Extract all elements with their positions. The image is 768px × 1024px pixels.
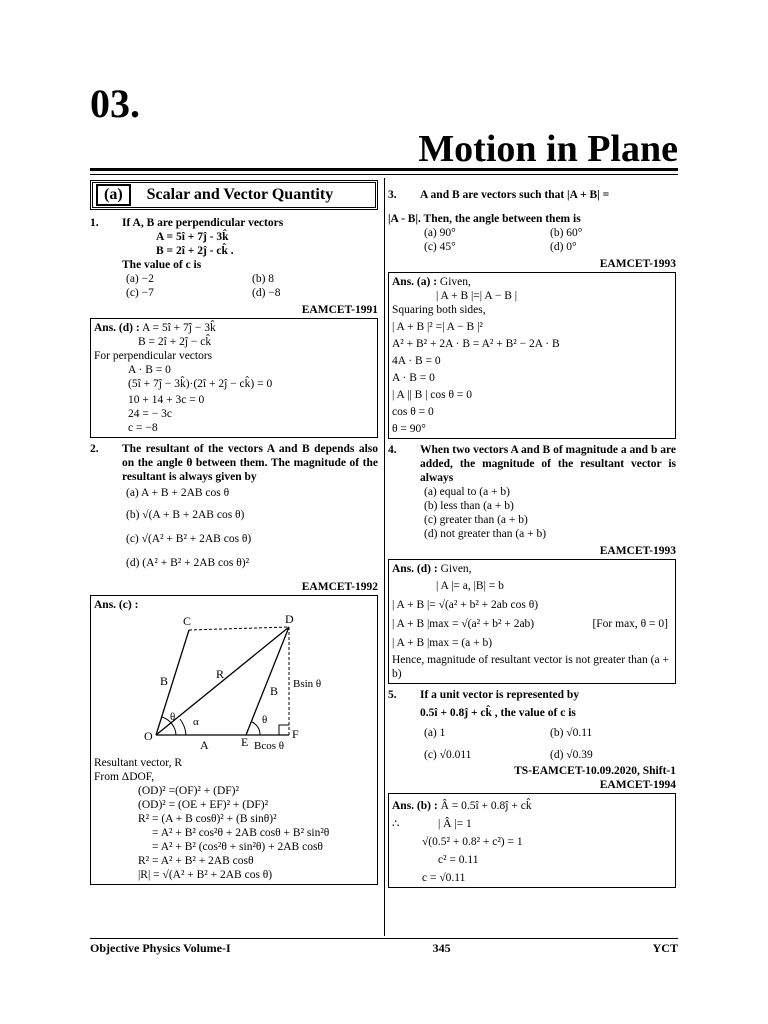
answer-line: | A + B |² =| A − B |²	[392, 321, 483, 333]
answer-box-5	[388, 793, 676, 888]
option-b: (b) √0.11	[550, 727, 593, 739]
exam-source: TS-EAMCET-10.09.2020, Shift-1	[514, 765, 676, 777]
answer-line: = A² + B² (cos²θ + sin²θ) + 2AB cosθ	[152, 841, 323, 853]
exam-source: EAMCET-1994	[599, 779, 676, 791]
option-d: (d) (A² + B² + 2AB cos θ)²	[126, 557, 250, 569]
answer-line: θ = 90°	[392, 423, 426, 435]
answer-line: 10 + 14 + 3c = 0	[128, 394, 205, 406]
option-b: (b) less than (a + b)	[424, 500, 514, 512]
answer-line: From ΔDOF,	[94, 771, 155, 783]
answer-label: Ans. (d) :	[392, 563, 438, 575]
answer-box-2	[90, 595, 378, 885]
question-text: When two vectors A and B of magnitude a and b are added, the magnitude of the resultant vector is always	[420, 444, 676, 484]
answer-line: 4A · B = 0	[392, 355, 441, 367]
label-bcos: Bcos θ	[254, 740, 285, 752]
answer-label: Ans. (b) :	[392, 800, 438, 812]
answer-line: | A |= a, |B| = b	[436, 580, 504, 592]
exam-source: EAMCET-1993	[599, 258, 676, 270]
answer-line: A · B = 0	[128, 364, 171, 376]
option-c: (c) √(A² + B² + 2AB cos θ)	[126, 533, 252, 545]
section-title: Scalar and Vector Quantity	[146, 186, 334, 203]
label-vector-b-right: B	[270, 684, 279, 698]
answer-line: 24 = − 3c	[128, 408, 172, 420]
column-divider	[384, 178, 385, 936]
option-b: (b) 60°	[550, 227, 583, 239]
point-c: C	[183, 614, 192, 628]
section-header	[90, 180, 378, 210]
option-a: (a) 90°	[424, 227, 456, 239]
exam-source: EAMCET-1991	[301, 304, 378, 316]
left-column	[90, 180, 378, 885]
answer-line: | Â |= 1	[438, 818, 472, 830]
label-alpha: α	[193, 716, 199, 728]
option-c: (c) 45°	[424, 241, 456, 253]
question-line: B = 2î + 2ĵ - ck̂ .	[156, 245, 234, 257]
footer-publisher: YCT	[652, 941, 678, 955]
answer-line: = A² + B² cos²θ + 2AB cosθ + B² sin²θ	[152, 827, 330, 839]
option-a: (a) −2	[126, 273, 154, 285]
answer-line: B = 2î + 2ĵ − ck̂	[138, 336, 212, 348]
answer-line: c = −8	[128, 422, 158, 434]
option-d: (d) not greater than (a + b)	[424, 528, 547, 540]
answer-line: A · B = 0	[392, 372, 435, 384]
answer-line: Resultant vector, R	[94, 757, 183, 769]
label-vector-r: R	[216, 667, 225, 681]
question-number: 4.	[388, 444, 397, 456]
option-c: (c) √0.011	[424, 749, 472, 761]
answer-line: For perpendicular vectors	[94, 350, 213, 362]
question-2	[90, 442, 378, 484]
point-d: D	[285, 612, 294, 626]
question-text: If A, B are perpendicular vectors	[122, 217, 284, 229]
answer-line: R² = A² + B² + 2AB cosθ	[138, 855, 254, 867]
option-d: (d) √0.39	[550, 749, 593, 761]
question-line: A = 5î + 7ĵ - 3k̂	[156, 231, 229, 243]
vector-addition-diagram	[94, 612, 364, 752]
answer-line: | A + B |=| A − B |	[436, 290, 518, 302]
answer-box-3	[388, 272, 676, 439]
answer-label: Ans. (c) :	[94, 599, 139, 611]
question-5	[388, 688, 676, 720]
question-line: The value of c is	[122, 259, 202, 271]
question-4	[388, 443, 676, 485]
answer-line: c² = 0.11	[438, 854, 479, 866]
answer-line: Hence, magnitude of resultant vector is not greater than (a + b)	[392, 654, 669, 680]
answer-line: Squaring both sides,	[392, 304, 486, 316]
option-d: (d) −8	[252, 287, 281, 299]
answer-label: Ans. (d) :	[94, 322, 140, 334]
answer-box-4	[388, 559, 676, 684]
option-c: (c) −7	[126, 287, 154, 299]
therefore-symbol: ∴	[392, 818, 400, 830]
answer-line: √(0.5² + 0.8² + c²) = 1	[422, 836, 523, 848]
footer-page-number: 345	[432, 941, 451, 955]
point-f: F	[292, 727, 299, 741]
question-text: 0.5î + 0.8ĵ + ck̂ , the value of c is	[420, 707, 576, 719]
answer-line: Given,	[440, 563, 472, 575]
point-e: E	[241, 735, 249, 749]
question-text: If a unit vector is represented by	[420, 689, 580, 701]
right-column	[388, 180, 676, 888]
answer-line: Given,	[439, 276, 471, 288]
answer-line: (OD)² = (OE + EF)² + (DF)²	[138, 799, 269, 811]
label-theta-o: θ	[170, 711, 176, 723]
exam-source: EAMCET-1993	[599, 545, 676, 557]
question-text: |A - B|. Then, the angle between them is	[388, 213, 581, 225]
option-d: (d) 0°	[550, 241, 577, 253]
answer-line: A = 5î + 7ĵ − 3k̂	[141, 322, 216, 334]
option-b: (b) 8	[252, 273, 275, 285]
option-a: (a) 1	[424, 727, 446, 739]
answer-line: | A + B |= √(a² + b² + 2ab cos θ)	[392, 599, 539, 611]
question-text: The resultant of the vectors A and B depends also on the angle θ between them. The magnitude of the resultant is always given by	[122, 443, 378, 483]
chapter-title: Motion in Plane	[418, 128, 678, 170]
answer-line: cos θ = 0	[392, 406, 434, 418]
answer-box-1	[90, 318, 378, 438]
answer-line: c = √0.11	[422, 872, 466, 884]
answer-line: | A + B |max = √(a² + b² + 2ab)	[392, 618, 535, 630]
answer-line: | A + B |max = (a + b)	[392, 637, 493, 649]
answer-line: R² = (A + B cosθ)² + (B sinθ)²	[138, 813, 277, 825]
page-footer	[90, 938, 678, 956]
label-theta-e: θ	[262, 714, 268, 726]
title-rule-thick	[90, 168, 678, 171]
answer-line: Â = 0.5î + 0.8ĵ + ck̂	[440, 800, 532, 812]
label-vector-b-left: B	[160, 674, 169, 688]
answer-line: (OD)² =(OF)² + (DF)²	[138, 785, 239, 797]
answer-note: [For max, θ = 0]	[592, 618, 668, 630]
option-b: (b) √(A + B + 2AB cos θ)	[126, 509, 245, 521]
answer-line: |R| = √(A² + B² + 2AB cos θ)	[138, 869, 273, 881]
question-number: 5.	[388, 689, 397, 701]
answer-line: A² + B² + 2A · B = A² + B² − 2A · B	[392, 338, 560, 350]
question-number: 1.	[90, 217, 99, 229]
option-c: (c) greater than (a + b)	[424, 514, 528, 526]
point-o: O	[144, 729, 153, 743]
question-number: 2.	[90, 443, 99, 455]
answer-line: | A || B | cos θ = 0	[392, 389, 472, 401]
exam-source: EAMCET-1992	[301, 581, 378, 593]
option-a: (a) A + B + 2AB cos θ	[126, 487, 230, 499]
question-3	[388, 188, 676, 226]
title-rule-thin	[90, 174, 678, 175]
option-a: (a) equal to (a + b)	[424, 486, 510, 498]
question-text: A and B are vectors such that |A + B| =	[420, 189, 610, 201]
answer-line: (5î + 7ĵ − 3k̂)·(2î + 2ĵ − ck̂) = 0	[128, 378, 273, 390]
footer-book-title: Objective Physics Volume-I	[90, 941, 231, 955]
label-bsin: Bsin θ	[293, 678, 322, 690]
question-1	[90, 216, 378, 272]
question-number: 3.	[388, 189, 397, 201]
label-vector-a: A	[200, 738, 209, 752]
answer-label: Ans. (a) :	[392, 276, 438, 288]
section-tag: (a)	[96, 184, 131, 206]
chapter-number: 03.	[90, 81, 140, 126]
